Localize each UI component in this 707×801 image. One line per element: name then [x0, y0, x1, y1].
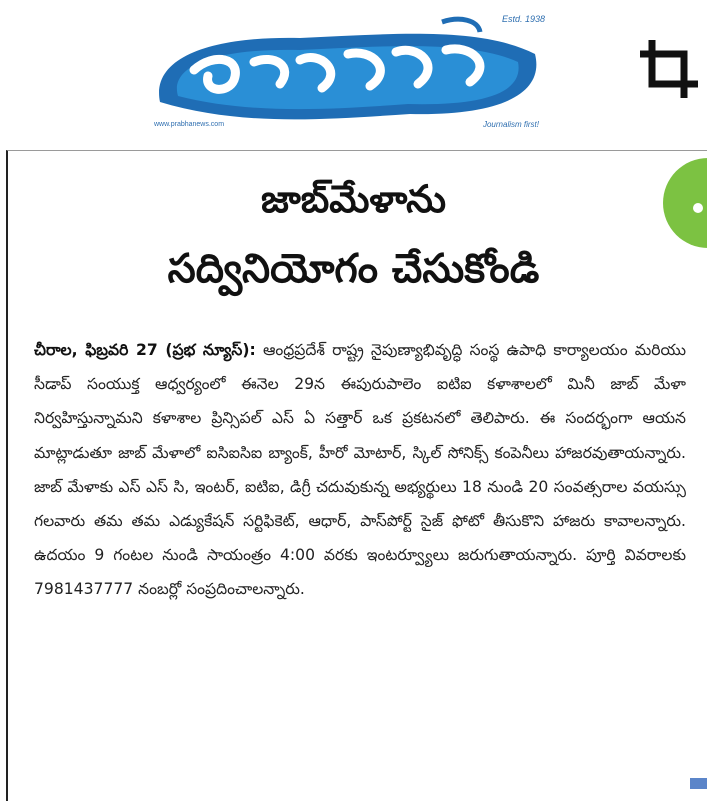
logo-graphic — [150, 14, 545, 130]
tagline: Journalism first! — [482, 120, 539, 129]
article-body-text: ఆంధ్రప్రదేశ్‌ రాష్ట్ర నైపుణ్యాభివృద్ధి సంస్థ ఉపాధి కార్యాలయం మరియు సీడాప్‌ సంయుక్త ఆధ్వర్యంలో ఈనెల 29న ఈపురుపాలెం ఐటిఐ కళాశాలలో మినీ జాబ్‌ మేళా నిర్వహిస్తున్నామని కళాశాల ప్రిన్సిపల్‌ ఎస్‌ ఏ సత్తార్‌ ఒక ప్రకటనలో తెలిపారు. ఈ సందర్భంగా ఆయన మాట్లాడుతూ జాబ్‌ మేళాలో ఐసిఐసిఐ బ్యాంక్‌, హీరో మోటార్‌, స్కిల్‌ సోనిక్స్‌ కంపెనీలు హాజరవుతాయన్నారు. జాబ్‌ మేళాకు ఎస్‌ ఎస్‌ సి, ఇంటర్‌, ఐటిఐ, డిగ్రీ చదువుకున్న అభ్యర్థులు 18 నుండి 20 సంవత్సరాల వయస్సు గలవారు తమ తమ ఎడ్యుకేషన్‌ సర్టిఫికెట్‌, ఆధార్‌, పాస్‌పోర్ట్‌ సైజ్‌ ఫోటో తీసుకొని హాజరు కావాలన్నారు. ఉదయం 9 గంటల నుండి సాయంత్రం 4:00 వరకు ఇంటర్వ్యూలు జరుగుతాయన్నారు. పూర్తి వివరాలకు 7981437777 నంబర్లో సంప్రదించాలన్నారు. — [34, 341, 686, 599]
masthead — [0, 0, 707, 140]
article-body — [34, 333, 686, 607]
crop-icon — [636, 36, 702, 102]
crop-button[interactable] — [636, 36, 702, 102]
established-year: Estd. 1938 — [501, 14, 545, 24]
headline-line-2: సద్వినియోగం చేసుకోండి — [167, 246, 540, 292]
dateline: చీరాల, ఫిబ్రవరి 27 (ప్రభ న్యూస్‌): — [34, 341, 256, 359]
headline-line-1: జాబ్‌మేళాను — [260, 177, 447, 221]
next-article-fragment — [150, 776, 590, 789]
andhra-prabha-logo — [150, 14, 545, 130]
corner-tab — [690, 778, 707, 789]
website-url[interactable]: www.prabhanews.com — [154, 121, 225, 128]
